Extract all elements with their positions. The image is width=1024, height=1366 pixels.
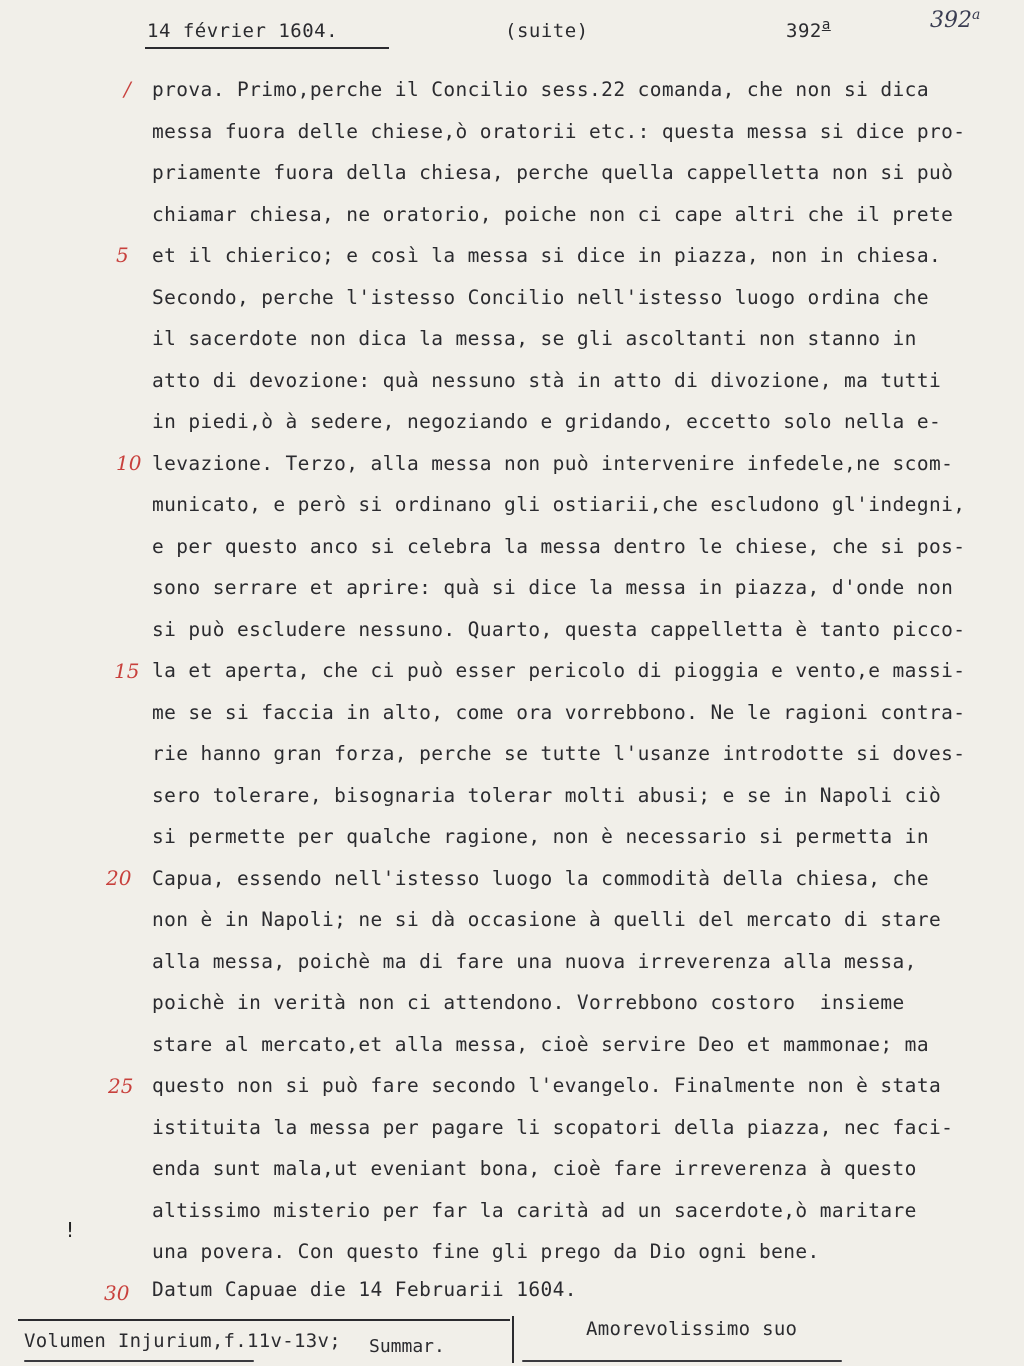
body-line-24: stare al mercato,et alla messa, cioè servire Deo et mammonae; ma bbox=[152, 1032, 929, 1056]
body-line-7: il sacerdote non dica la messa, se gli ascoltanti non stanno in bbox=[152, 327, 917, 350]
body-line-17: rie hanno gran forza, perche se tutte l'usanze introdotte si doves- bbox=[152, 742, 966, 765]
handwritten-number-suffix: a bbox=[972, 7, 981, 23]
footer-source-reference: Volumen Injurium,f.11v-13v; bbox=[24, 1330, 341, 1352]
body-line-6: Secondo, perche l'istesso Concilio nell'istesso luogo ordina che bbox=[152, 285, 929, 309]
body-line-28: altissimo misterio per far la carità ad un sacerdote,ò maritare bbox=[152, 1198, 917, 1222]
margin-number-20: 20 bbox=[106, 866, 132, 890]
margin-exclamation-mark: ! bbox=[64, 1218, 77, 1242]
body-line-29: una povera. Con questo fine gli prego da Dio ogni bene. bbox=[152, 1240, 820, 1263]
body-line-25: questo non si può fare secondo l'evangelo. Finalmente non è stata bbox=[152, 1074, 942, 1097]
body-line-2: messa fuora delle chiese,ò oratorii etc.: questa messa si dice pro- bbox=[152, 119, 966, 143]
header-continuation: (suite) bbox=[505, 20, 589, 42]
body-line-5: et il chierico; e così la messa si dice in piazza, non in chiesa. bbox=[152, 244, 942, 267]
letter-date-line: Datum Capuae die 14 Februarii 1604. bbox=[152, 1278, 577, 1301]
footer-cut-off-text bbox=[24, 1354, 254, 1366]
body-line-19: si permette per qualche ragione, non è necessario si permetta in bbox=[152, 825, 929, 848]
signature-cut-off-text bbox=[522, 1354, 842, 1366]
handwritten-number-value: 392 bbox=[930, 8, 972, 33]
body-line-4: chiamar chiesa, ne oratorio, poiche non ci cape altri che il prete bbox=[152, 202, 954, 226]
body-line-1: prova. Primo,perche il Concilio sess.22 comanda, che non si dica bbox=[152, 78, 929, 101]
signature-cut-off-stroke bbox=[522, 1360, 842, 1362]
margin-number-5: 5 bbox=[116, 243, 129, 267]
body-line-11: municato, e però si ordinano gli ostiarii,che escludono gl'indegni, bbox=[152, 493, 966, 516]
page-number-value: 392 bbox=[786, 20, 822, 42]
body-line-23: poichè in verità non ci attendono. Vorrebbono costoro insieme bbox=[152, 991, 905, 1014]
margin-number-15: 15 bbox=[114, 659, 140, 683]
margin-number-25: 25 bbox=[108, 1074, 134, 1098]
page-number-suffix: a bbox=[821, 17, 831, 33]
body-line-26: istituita la messa per pagare li scopatori della piazza, nec faci- bbox=[152, 1115, 954, 1139]
letter-body bbox=[152, 72, 1012, 1276]
header-page-number bbox=[786, 17, 831, 42]
body-line-13: sono serrare et aprire: quà si dice la messa in piazza, d'onde non bbox=[152, 576, 954, 599]
body-line-21: non è in Napoli; ne si dà occasione à quelli del mercato di stare bbox=[152, 908, 942, 931]
body-line-10: levazione. Terzo, alla messa non può intervenire infedele,ne scom- bbox=[152, 451, 954, 475]
body-line-12: e per questo anco si celebra la messa dentro le chiese, che si pos- bbox=[152, 534, 966, 558]
footer-rule bbox=[18, 1319, 510, 1321]
header-date: 14 février 1604. bbox=[147, 20, 339, 42]
body-line-16: me se si faccia in alto, come ora vorrebbono. Ne le ragioni contra- bbox=[152, 700, 966, 724]
body-line-9: in piedi,ò à sedere, negoziando e gridando, eccetto solo nella e- bbox=[152, 410, 942, 433]
body-line-20: Capua, essendo nell'istesso luogo la commodità della chiesa, che bbox=[152, 866, 929, 890]
footer-divider bbox=[512, 1316, 514, 1363]
body-line-8: atto di devozione: quà nessuno stà in atto di divozione, ma tutti bbox=[152, 368, 942, 392]
header-underline bbox=[145, 47, 389, 49]
margin-number-30: 30 bbox=[104, 1281, 130, 1305]
footer-summary-label: Summar. bbox=[369, 1336, 445, 1357]
body-line-27: enda sunt mala,ut eveniant bona, cioè fare irreverenza à questo bbox=[152, 1157, 917, 1180]
margin-number-10: 10 bbox=[116, 451, 142, 475]
margin-number-1: / bbox=[124, 77, 131, 101]
letter-closing: Amorevolissimo suo bbox=[586, 1318, 798, 1340]
body-line-18: sero tolerare, bisognaria tolerar molti abusi; e se in Napoli ciò bbox=[152, 783, 942, 807]
body-line-22: alla messa, poichè ma di fare una nuova irreverenza alla messa, bbox=[152, 949, 917, 973]
handwritten-page-number bbox=[930, 8, 980, 33]
body-line-3: priamente fuora della chiesa, perche quella cappelletta non si può bbox=[152, 161, 954, 184]
body-line-15: la et aperta, che ci può esser pericolo di pioggia e vento,e massi- bbox=[152, 659, 966, 682]
body-line-14: si può escludere nessuno. Quarto, questa cappelletta è tanto picco- bbox=[152, 617, 966, 641]
footer-cut-off-stroke bbox=[24, 1360, 254, 1362]
